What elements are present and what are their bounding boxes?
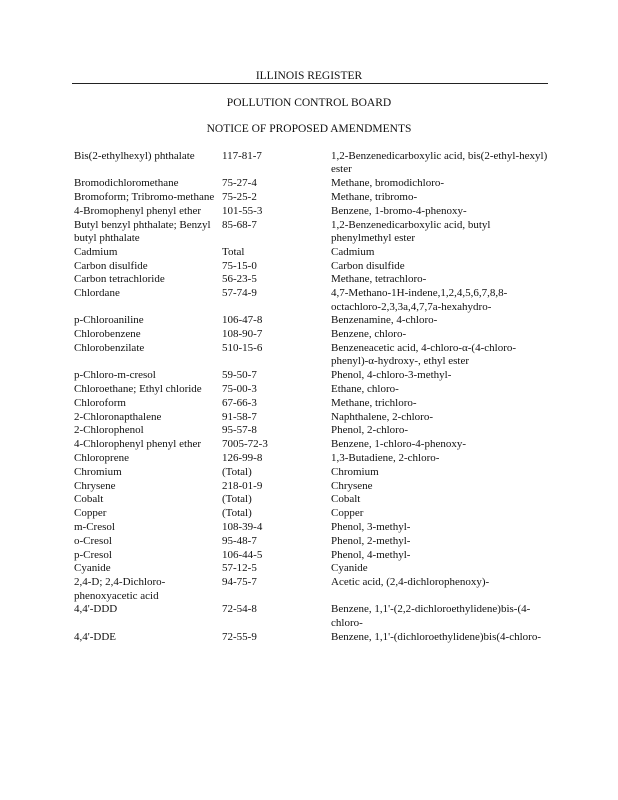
table-row: [74, 562, 549, 576]
chemical-synonym: 1,2-Benzenedicarboxylic acid, butyl phenylmethyl ester: [331, 218, 491, 244]
table-row: [74, 480, 549, 494]
cas-number: 95-57-8: [222, 424, 257, 437]
constituent-name: Butyl benzyl phthalate; Benzyl butyl phthalate: [74, 218, 211, 244]
constituent-name: Cyanide: [74, 562, 111, 575]
cas-number: Total: [222, 245, 245, 258]
cas-number: 67-66-3: [222, 396, 257, 409]
constituent-name: Chrysene: [74, 479, 116, 492]
chemical-synonym: Cobalt: [331, 493, 361, 506]
cas-number: 108-39-4: [222, 520, 263, 533]
table-row: [74, 411, 549, 425]
chemical-synonym: Benzene, 1,1'-(2,2-dichloroethylidene)bis-(4-chloro-: [331, 603, 531, 629]
constituent-name: Chlorobenzilate: [74, 341, 145, 354]
cas-number: 75-15-0: [222, 259, 257, 272]
chemical-synonym: Methane, tribromo-: [331, 191, 418, 203]
chemical-synonym: Phenol, 4-methyl-: [331, 548, 411, 561]
chemical-synonym: Benzene, 1,1'-(dichloroethylidene)bis(4-chloro-: [331, 630, 541, 643]
cas-number: 7005-72-3: [222, 438, 268, 451]
constituent-name: m-Cresol: [74, 520, 115, 533]
chemical-synonym: Carbon disulfide: [331, 259, 405, 272]
constituent-name: p-Chloro-m-cresol: [74, 369, 156, 382]
cas-number: 57-12-5: [222, 562, 257, 575]
table-row: [74, 205, 549, 219]
chemical-synonym: Methane, tetrachloro-: [331, 273, 427, 286]
table-row: [74, 383, 549, 397]
constituent-name: Copper: [74, 507, 107, 520]
table-row: [74, 328, 549, 342]
cas-number: 59-50-7: [222, 369, 257, 382]
cas-number: 94-75-7: [222, 576, 257, 589]
chemical-synonym: Methane, bromodichloro-: [331, 177, 445, 190]
constituent-name: Chloroform: [74, 396, 126, 409]
table-row: [74, 219, 549, 246]
chemical-synonym: Naphthalene, 2-chloro-: [331, 410, 434, 423]
chemical-synonym: Methane, trichloro-: [331, 396, 417, 409]
table-row: [74, 576, 549, 603]
cas-number: 117-81-7: [222, 150, 262, 162]
table-row: [74, 314, 549, 328]
chemical-synonym: Cyanide: [331, 562, 368, 575]
cas-number: 56-23-5: [222, 273, 257, 286]
chemical-synonym: 4,7-Methano-1H-indene,1,2,4,5,6,7,8,8-octachloro-2,3,3a,4,7,7a-hexahydro-: [331, 287, 508, 313]
chemical-synonym: Benzene, chloro-: [331, 328, 407, 341]
cas-number: 218-01-9: [222, 479, 263, 492]
chemical-synonym: Ethane, chloro-: [331, 382, 399, 395]
cas-number: 57-74-9: [222, 287, 257, 300]
cas-number: (Total): [222, 493, 252, 506]
header-rule: [72, 83, 548, 84]
table-row: [74, 397, 549, 411]
table-row: [74, 493, 549, 507]
table-row: [74, 342, 549, 369]
chemical-synonym: Phenol, 4-chloro-3-methyl-: [331, 369, 452, 382]
table-row: [74, 246, 549, 260]
constituent-name: Chromium: [74, 465, 122, 478]
table-row: [74, 369, 549, 383]
chemical-synonym: Copper: [331, 507, 364, 520]
constituent-name: 4,4'-DDD: [74, 603, 118, 616]
chemical-synonym: Chromium: [331, 465, 379, 478]
table-row: [74, 191, 549, 205]
constituent-name: p-Chloroaniline: [74, 314, 144, 327]
cas-number: 72-55-9: [222, 630, 257, 643]
cas-number: (Total): [222, 465, 252, 478]
cas-number: 106-44-5: [222, 548, 263, 561]
cas-number: 75-00-3: [222, 382, 257, 395]
chemical-synonym: Chrysene: [331, 479, 373, 492]
cas-number: 91-58-7: [222, 410, 257, 423]
chemical-synonym: Benzene, 1-bromo-4-phenoxy-: [331, 204, 467, 217]
chemical-synonym: 1,3-Butadiene, 2-chloro-: [331, 451, 440, 464]
table-row: [74, 452, 549, 466]
constituent-name: 4-Chlorophenyl phenyl ether: [74, 438, 202, 451]
table-row: [74, 466, 549, 480]
constituent-name: o-Cresol: [74, 534, 112, 547]
chemical-synonym: Benzenamine, 4-chloro-: [331, 314, 438, 327]
constituent-name: Carbon disulfide: [74, 259, 148, 272]
constituent-name: Carbon tetrachloride: [74, 273, 165, 286]
table-row: [74, 507, 549, 521]
cas-number: 95-48-7: [222, 534, 257, 547]
chemical-synonym: Benzeneacetic acid, 4-chloro-α-(4-chloro-phenyl)-α-hydroxy-, ethyl ester: [331, 341, 517, 368]
table-row: [74, 177, 549, 191]
constituent-name: Bromodichloromethane: [74, 177, 179, 190]
chemical-synonym: Cadmium: [331, 245, 375, 258]
table-row: [74, 549, 549, 563]
table-row: [74, 521, 549, 535]
constituent-name: 2,4-D; 2,4-Dichloro-phenoxyacetic acid: [74, 576, 166, 602]
table-row: [74, 535, 549, 549]
constituent-name: Chlorobenzene: [74, 328, 141, 341]
chemical-synonym: 1,2-Benzenedicarboxylic acid, bis(2-ethyl-hexyl) ester: [331, 150, 548, 176]
cas-number: 126-99-8: [222, 451, 263, 464]
constituent-name: Chlordane: [74, 287, 120, 300]
cas-number: 510-15-6: [222, 341, 263, 354]
constituent-table: [74, 150, 549, 644]
cas-number: 106-47-8: [222, 314, 263, 327]
chemical-synonym: Phenol, 2-chloro-: [331, 424, 408, 437]
constituent-name: p-Cresol: [74, 548, 112, 561]
cas-number: (Total): [222, 507, 252, 520]
register-title: ILLINOIS REGISTER: [255, 70, 363, 82]
cas-number: 85-68-7: [222, 218, 257, 231]
constituent-name: 4,4'-DDE: [74, 630, 117, 643]
constituent-name: 2-Chlorophenol: [74, 424, 144, 437]
chemical-synonym: Acetic acid, (2,4-dichlorophenoxy)-: [331, 576, 490, 589]
table-row: [74, 424, 549, 438]
chemical-synonym: Phenol, 3-methyl-: [331, 520, 411, 533]
cas-number: 108-90-7: [222, 328, 263, 341]
constituent-name: 4-Bromophenyl phenyl ether: [74, 204, 202, 217]
table-row: [74, 603, 549, 630]
notice-title: NOTICE OF PROPOSED AMENDMENTS: [206, 123, 412, 135]
cas-number: 75-27-4: [222, 177, 257, 190]
chemical-synonym: Phenol, 2-methyl-: [331, 534, 411, 547]
table-row: [74, 287, 549, 314]
board-title: POLLUTION CONTROL BOARD: [226, 97, 392, 109]
cas-number: 75-25-2: [222, 191, 257, 203]
chemical-synonym: Benzene, 1-chloro-4-phenoxy-: [331, 438, 467, 451]
table-row: [74, 150, 549, 177]
cas-number: 101-55-3: [222, 204, 263, 217]
table-row: [74, 260, 549, 274]
table-row: [74, 631, 549, 645]
table-row: [74, 438, 549, 452]
constituent-name: Bromoform; Tribromo-methane: [74, 191, 215, 203]
constituent-name: Chloroethane; Ethyl chloride: [74, 382, 202, 395]
table-row: [74, 273, 549, 287]
constituent-name: Bis(2-ethylhexyl) phthalate: [74, 150, 195, 162]
constituent-name: Cobalt: [74, 493, 104, 506]
constituent-name: Cadmium: [74, 245, 118, 258]
constituent-name: 2-Chloronapthalene: [74, 410, 162, 423]
cas-number: 72-54-8: [222, 603, 257, 616]
constituent-name: Chloroprene: [74, 451, 129, 464]
